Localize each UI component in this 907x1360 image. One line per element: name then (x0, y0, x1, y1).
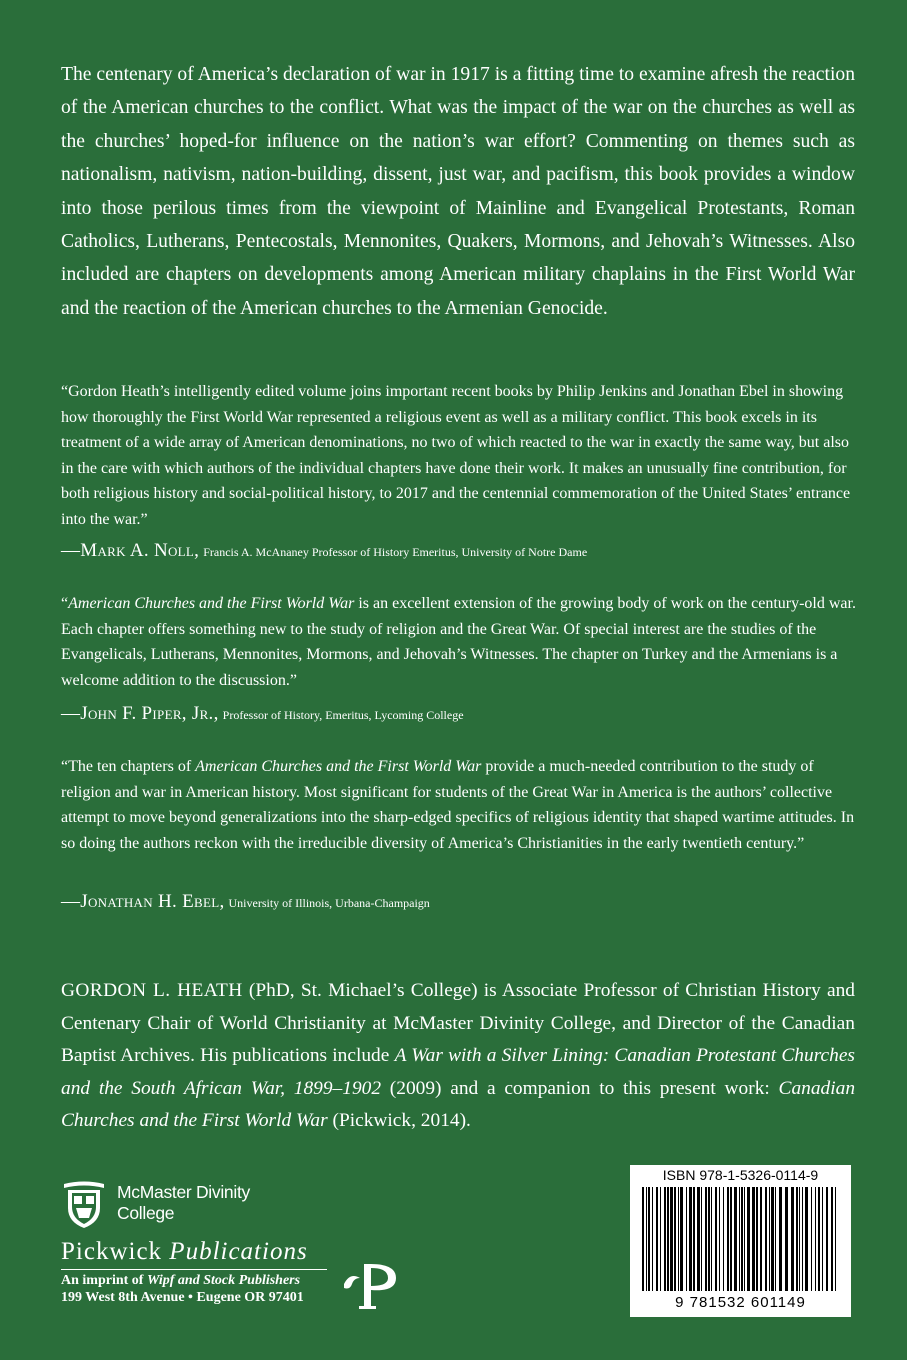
barcode-bar (686, 1187, 687, 1291)
endorser-name: —Jonathan H. Ebel, (61, 891, 225, 912)
barcode-bar (741, 1187, 743, 1291)
barcode-bar (697, 1187, 700, 1291)
book-title-italic: American Churches and the First World War (68, 595, 355, 612)
imprint-block (61, 1272, 304, 1306)
endorsement-quote-piper (61, 591, 861, 693)
book-description: The centenary of America’s declaration of war in 1917 is a fitting time to examine afresh the reaction of the American churches to the conflict. What was the impact of the war on the churches as well as the churches’ hoped-for influence on the nation’s war effort? Commenting on themes such as nationalism, nativism, nation-building, dissent, just war, and pacifism, this book provides a window into those perilous times from the viewpoint of Mainline and Evangelical Protestants, Roman Catholics, Lutherans, Pentecostals, Mennonites, Quakers, Mormons, and Jehovah’s Witnesses. Also included are chapters on developments among American military chaplains in the First World War and the reaction of the American churches to the Armenian Genocide. (61, 64, 855, 319)
barcode-bar (693, 1187, 695, 1291)
barcode-bar (715, 1187, 717, 1291)
isbn-digits: 9 781532 601149 (675, 1294, 806, 1311)
bio-text: (2009) and a companion to this present work: (381, 1077, 779, 1099)
barcode-bar (785, 1187, 788, 1291)
barcode-bar (796, 1187, 798, 1291)
endorsement-attribution-piper (61, 703, 881, 725)
endorsement-attribution-ebel (61, 891, 881, 913)
isbn-label: ISBN 978-1-5326-0114-9 (662, 1167, 819, 1183)
bio-text: (PhD, St. Michael’s College) is Associate Professor of Christian History and Centenary Chair of World Christianity at McMaster Divinity College, and Director of the Canadian Baptist Archives. His publications include (61, 980, 856, 1067)
barcode-bar (835, 1187, 836, 1291)
barcode-bar (765, 1187, 767, 1291)
barcode-bar (652, 1187, 653, 1291)
book-title-italic: American Churches and the First World War (195, 758, 482, 775)
barcode-bar (680, 1187, 683, 1291)
barcode-bar (805, 1187, 808, 1291)
publisher-address: 199 West 8th Avenue • Eugene OR 97401 (61, 1290, 304, 1305)
barcode-bar (646, 1187, 647, 1291)
barcode-bar (802, 1187, 803, 1291)
mcmaster-line1: McMaster Divinity (117, 1182, 250, 1202)
barcode-bar (799, 1187, 800, 1291)
endorser-affiliation: University of Illinois, Urbana-Champaign (228, 896, 430, 910)
barcode-bar (730, 1187, 732, 1291)
barcode-bar (674, 1187, 676, 1291)
barcode-bar (811, 1187, 812, 1291)
imprint-publisher: Wipf and Stock Publishers (146, 1273, 301, 1288)
barcode-bar (701, 1187, 702, 1291)
barcode-bar (723, 1187, 724, 1291)
barcode-bar (648, 1187, 650, 1291)
barcode-bar (664, 1187, 666, 1291)
mcmaster-crest-icon (61, 1180, 107, 1230)
endorsement-attribution-noll (61, 540, 881, 562)
quote-body: provide a much-needed contribution to the study of religion and war in American history. Most significant for students of the Great War in America is the authors’ collective attempt to move beyond generalizations into the sharp-edged specifics of religious identity that shaped wartime attitudes. In so doing the authors reckon with the irreducible diversity of America’s Christianities in the early twentieth century.” (61, 758, 855, 852)
barcode-bar (775, 1187, 776, 1291)
endorser-name: —John F. Piper, Jr., (61, 703, 219, 724)
barcode-bar (689, 1187, 692, 1291)
author-bio (61, 975, 855, 1138)
mcmaster-logo-text (117, 1182, 250, 1224)
author-name: GORDON L. HEATH (61, 980, 243, 1001)
barcode-bars (640, 1187, 841, 1293)
barcode-bar (826, 1187, 828, 1291)
barcode-bar (739, 1187, 740, 1291)
book-title-italic: Canadian Churches and the First World War (61, 1077, 856, 1132)
barcode-bar (734, 1187, 737, 1291)
barcode-bar (708, 1187, 710, 1291)
barcode-bar (670, 1187, 673, 1291)
barcode-bar (779, 1187, 782, 1291)
barcode-bar (831, 1187, 833, 1291)
quote-open: “The ten chapters of (61, 758, 196, 775)
barcode-bar (747, 1187, 750, 1291)
pickwick-word: Pickwick (61, 1238, 163, 1265)
barcode-bar (727, 1187, 729, 1291)
barcode-bar (711, 1187, 712, 1291)
barcode-bar (719, 1187, 720, 1291)
endorsement-quote-ebel (61, 754, 861, 856)
barcode-bar (667, 1187, 669, 1291)
isbn-barcode (630, 1165, 851, 1317)
barcode-bar (642, 1187, 644, 1291)
barcode-bar (771, 1187, 774, 1291)
barcode-bar (752, 1187, 755, 1291)
bio-text: (Pickwick, 2014). (327, 1110, 471, 1132)
barcode-bar (791, 1187, 794, 1291)
publications-word: Publications (169, 1238, 308, 1265)
endorser-name: —Mark A. Noll, (61, 540, 200, 561)
barcode-bar (756, 1187, 758, 1291)
barcode-bar (822, 1187, 823, 1291)
quote-open: “ (61, 595, 69, 612)
barcode-bar (678, 1187, 679, 1291)
endorser-affiliation: Professor of History, Emeritus, Lycoming College (222, 708, 464, 722)
barcode-bar (760, 1187, 762, 1291)
endorsement-quote-noll: “Gordon Heath’s intelligently edited volume joins important recent books by Philip Jenkins and Jonathan Ebel in showing how thoroughly the First World War represented a religious event as well as a military conflict. This book excels in its treatment of a wide array of American denominations, no two of which reacted to the war in exactly the same way, but also in the care with which authors of the individual chapters have done their work. It makes an unusually fine contribution, for both religious history and social-political history, to 2017 and the centennial commemoration of the United States’ entrance into the war.” (61, 383, 851, 528)
quote-body: is an excellent extension of the growing body of work on the century-old war. Each chapter offers something new to the study of religion and the Great War. Of special interest are the studies of the Evangelicals, Lutherans, Mennonites, Mormons, and Jehovah’s Witnesses. The chapter on Turkey and the Armenians is a welcome addition to the discussion.” (61, 595, 856, 689)
pickwick-wordmark (61, 1238, 308, 1266)
barcode-bar (660, 1187, 661, 1291)
barcode-bar (656, 1187, 658, 1291)
imprint-divider (61, 1269, 327, 1270)
barcode-bar (769, 1187, 770, 1291)
endorser-affiliation: Francis A. McAnaney Professor of History Emeritus, University of Notre Dame (203, 545, 588, 559)
mcmaster-line2: College (117, 1203, 175, 1223)
book-title-italic: A War with a Silver Lining: Canadian Protestant Churches and the South African War, 1899–1902 (61, 1045, 855, 1099)
pickwick-p-logo-icon (340, 1254, 402, 1316)
imprint-prefix: An imprint of (61, 1273, 147, 1288)
barcode-bar (744, 1187, 745, 1291)
barcode-bar (705, 1187, 707, 1291)
barcode-bar (818, 1187, 820, 1291)
barcode-bar (815, 1187, 816, 1291)
